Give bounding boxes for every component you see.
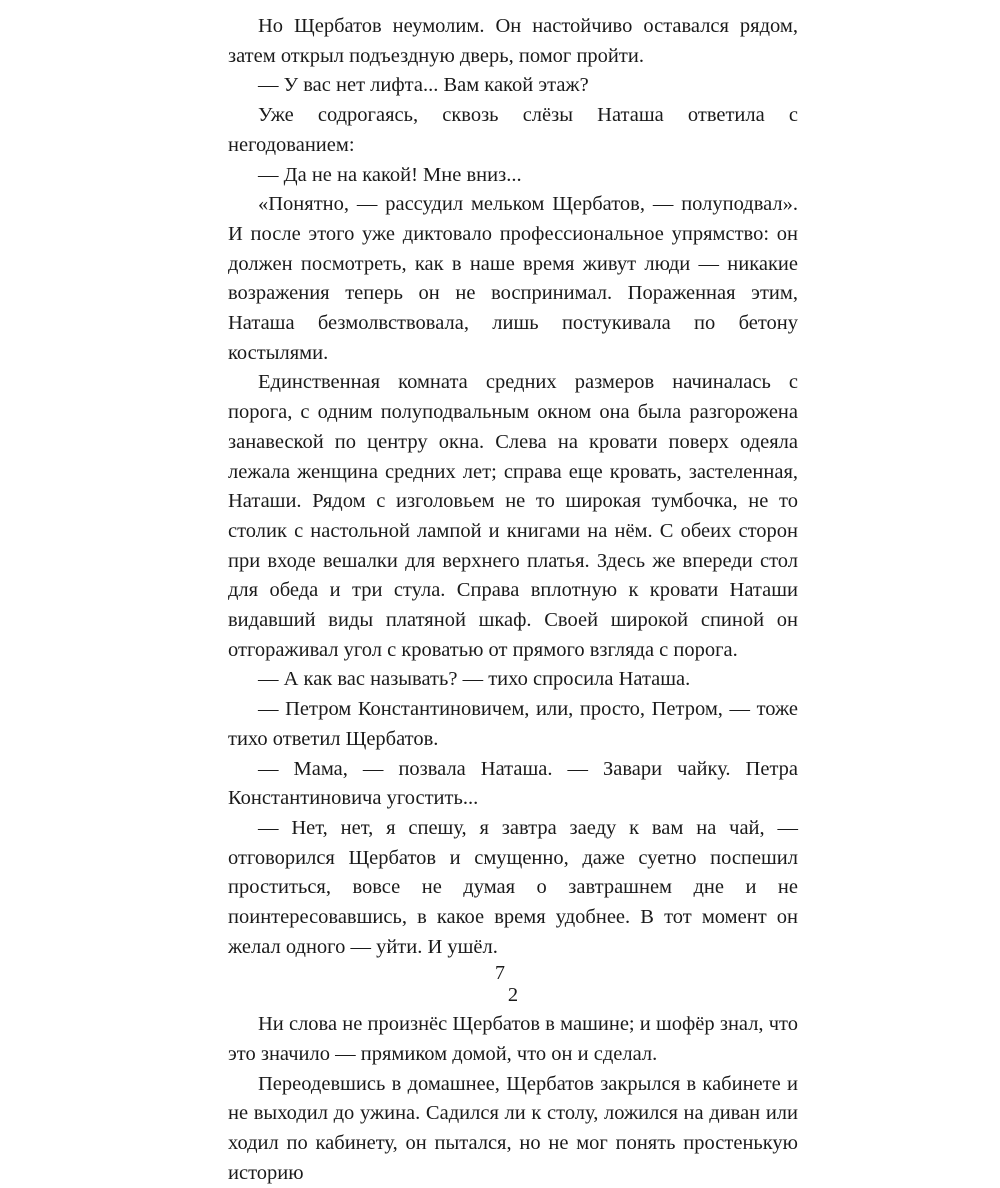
paragraph: Уже содрогаясь, сквозь слёзы Наташа ответила с негодованием: bbox=[228, 104, 798, 156]
paragraph: — А как вас называть? — тихо спросила Наташа. bbox=[258, 668, 691, 691]
page-body bbox=[228, 12, 798, 1188]
paragraph: Единственная комната средних размеров начиналась с порога, с одним полуподвальным окном она была разгорожена занавеской по центру окна. Слева на кровати поверх одеяла лежала женщина средних лет; справа еще кровать, застеленная, Наташи. Рядом с изголовьем не то широкая тумбочка, не то столик с настольной лампой и книгами на нём. С обеих сторон при входе вешалки для верхнего платья. Здесь же впереди стол для обеда и три стула. Справа вплотную к кровати Наташи видавший виды платяной шкаф. Своей широкой спиной он отгораживал угол с кроватью от прямого взгляда с порога. bbox=[228, 371, 798, 661]
paragraph: Переодевшись в домашнее, Щербатов закрылся в кабинете и не выходил до ужина. Садился ли к столу, ложился на диван или ходил по кабинету, он пытался, но не мог понять простенькую историю bbox=[228, 1072, 798, 1184]
paragraph: «Понятно, — рассудил мельком Щербатов, — полуподвал». И после этого уже диктовало профессиональное упрямство: он должен посмотреть, как в наше время живут люди — никакие возражения теперь он не воспринимал. Пораженная этим, Наташа безмолвствовала, лишь постукивала по бетону костылями. bbox=[228, 193, 798, 364]
paragraph: — Мама, — позвала Наташа. — Завари чайку. Петра Константиновича угостить... bbox=[228, 757, 798, 810]
paragraph: — Петром Константиновичем, или, просто, Петром, — тоже тихо ответил Щербатов. bbox=[228, 698, 798, 750]
page-number: 7 bbox=[495, 962, 505, 984]
paragraph: — Да не на какой! Мне вниз... bbox=[258, 163, 522, 186]
paragraph: — Нет, нет, я спешу, я завтра заеду к вам на чай, — отговорился Щербатов и смущенно, даже суетно поспешил проститься, вовсе не думая о завтрашнем дне и не поинтересовавшись, в какое время удобнее. В тот момент он желал одного — уйти. И ушёл. bbox=[228, 816, 798, 958]
chapter-heading: 2 bbox=[507, 983, 519, 1006]
paragraph: Но Щербатов неумолим. Он настойчиво оставался рядом, затем открыл подъездную дверь, помог пройти. bbox=[228, 15, 798, 67]
paragraph: — У вас нет лифта... Вам какой этаж? bbox=[258, 74, 589, 97]
paragraph: Ни слова не произнёс Щербатов в машине; и шофёр знал, что это значило — прямиком домой, что он и сделал. bbox=[228, 1013, 798, 1065]
